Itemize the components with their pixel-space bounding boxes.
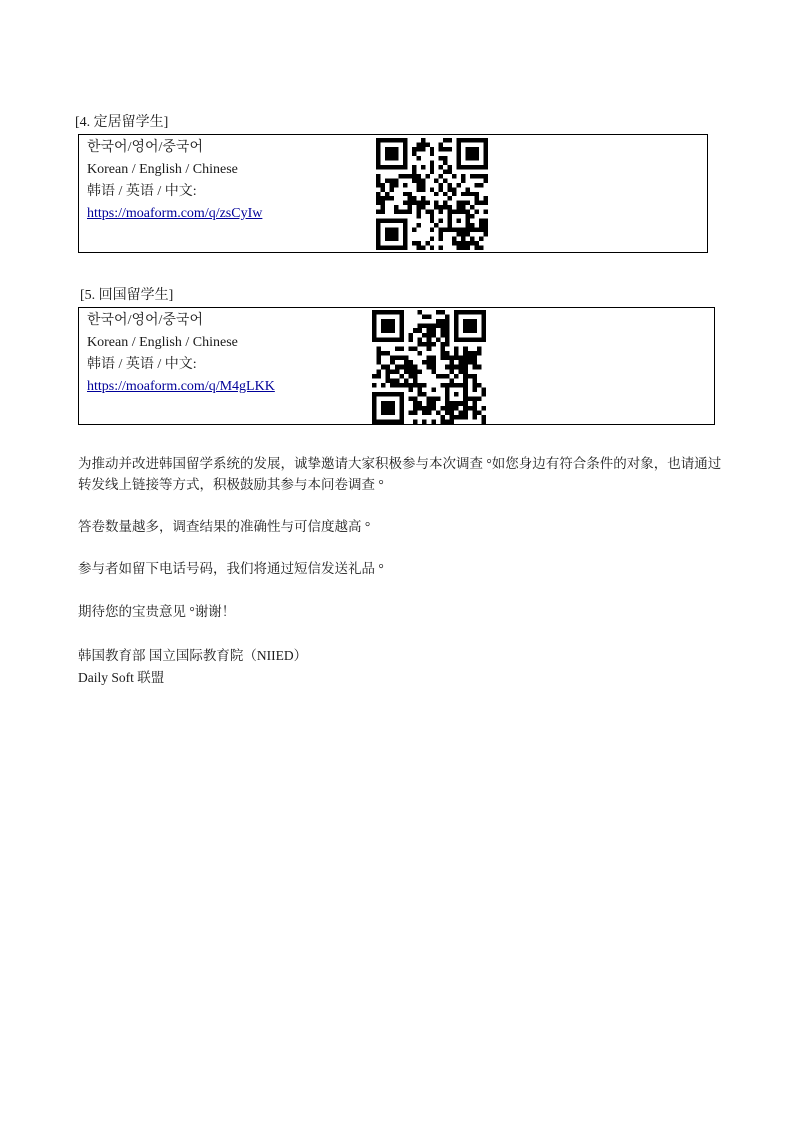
qr-code-icon	[372, 310, 486, 424]
body-paragraph-invitation	[78, 453, 721, 495]
language-line-chinese: 韩语 / 英语 / 中文:	[87, 357, 197, 372]
body-paragraph-thanks: 期待您的宝贵意见 °谢谢！	[78, 604, 236, 619]
survey-link-settled-students[interactable]: https://moaform.com/q/zsCyIw	[87, 206, 263, 221]
section-5-text	[87, 310, 275, 398]
section-4-text	[87, 137, 262, 225]
signature-dailysoft: Daily Soft 联盟	[78, 670, 165, 685]
body-paragraph-accuracy: 答卷数量越多，调查结果的准确性与可信度越高 °	[78, 519, 371, 534]
section-5-heading: [5. 回国留学生]	[80, 288, 174, 303]
body-paragraph-gift: 参与者如留下电话号码，我们将通过短信发送礼品 °	[78, 561, 384, 576]
language-line-english: Korean / English / Chinese	[87, 162, 238, 177]
qr-code-icon	[376, 138, 488, 250]
paragraph-line: 转发线上链接等方式，积极鼓励其参与本问卷调查 °	[78, 477, 384, 492]
language-line-english: Korean / English / Chinese	[87, 335, 238, 350]
language-line-korean: 한국어/영어/중국어	[87, 313, 203, 328]
language-line-korean: 한국어/영어/중국어	[87, 140, 203, 155]
language-line-chinese: 韩语 / 英语 / 中文:	[87, 184, 197, 199]
signature-niied: 韩国教育部 国立国际教育院（NIIED）	[78, 648, 308, 663]
section-4-box	[78, 134, 708, 253]
survey-link-returned-students[interactable]: https://moaform.com/q/M4gLKK	[87, 379, 275, 394]
paragraph-line: 为推动并改进韩国留学系统的发展，诚挚邀请大家积极参与本次调查 °如您身边有符合条件的对象，也请通过	[78, 456, 722, 471]
section-4-heading: [4. 定居留学生]	[75, 115, 169, 130]
section-5-box	[78, 307, 715, 425]
